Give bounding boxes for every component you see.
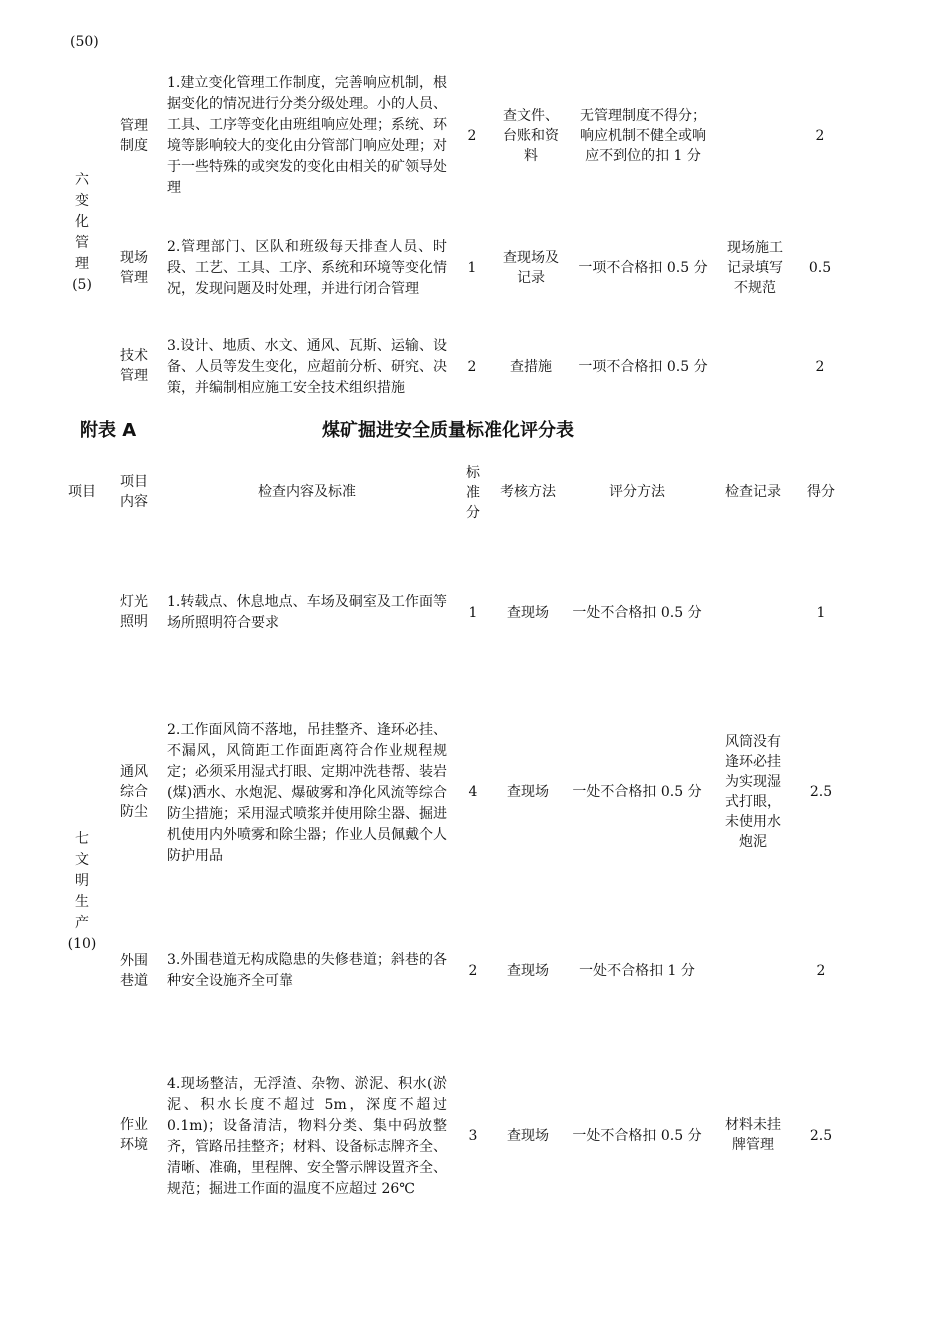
s7-row4-content: 4.现场整洁，无浮渣、杂物、淤泥、积水(淤泥、积水长度不超过 5m，深度不超过 0.1m)；设备清洁，物料分类、集中码放整齐，管路吊挂整齐；材料、设备标志牌齐全、清晰、准确，里程牌、安全警示牌设置齐全、规范；掘进工作面的温度不应超过 26℃ (167, 1076, 447, 1197)
s7-row1-record (718, 603, 788, 623)
s7-row4-score-method: 一处不合格扣 0.5 分 (572, 1128, 702, 1144)
s6-row1-method: 查文件、台账和资料 (503, 108, 559, 164)
s6-row3-item: 技术 管理 (120, 348, 148, 384)
s7-row4-std: 3 (468, 1128, 478, 1144)
section7-project-char: 七 (75, 831, 89, 847)
s6-row1-score: 2 (815, 128, 825, 144)
s6-row3-std: 2 (467, 359, 477, 375)
s6-row3-method: 查措施 (510, 359, 552, 375)
s6-row1-std: 2 (467, 128, 477, 144)
header-record: 检查记录 (725, 484, 781, 500)
section7-project-char: 文 (75, 852, 89, 868)
s6-row3-score: 2 (815, 359, 825, 375)
table-label: 附表 A (80, 420, 137, 441)
section7-project (66, 828, 98, 956)
header-project: 项目 (68, 484, 96, 500)
s7-row4-record: 材料未挂牌管理 (725, 1117, 781, 1153)
header-content: 检查内容及标准 (258, 484, 356, 500)
s6-row2-record: 现场施工记录填写不规范 (727, 240, 783, 296)
header-method: 考核方法 (500, 484, 556, 500)
s6-row2-std: 1 (467, 260, 477, 276)
s7-row2-std: 4 (468, 784, 478, 800)
s7-row2-method: 查现场 (507, 784, 549, 800)
s7-row3-score: 2 (816, 963, 826, 979)
s7-row2-item: 通风 综合 防尘 (120, 764, 148, 820)
section6-project-char: 六 (75, 172, 89, 188)
section7-project-char: (10) (67, 936, 97, 952)
s6-row1-item: 管理 制度 (120, 118, 148, 154)
s7-row3-method: 查现场 (507, 963, 549, 979)
section6-project (66, 170, 98, 296)
s7-row4-score: 2.5 (809, 1128, 833, 1144)
s7-row4-item: 作业 环境 (120, 1117, 148, 1153)
section7-project-char: 明 (75, 873, 89, 889)
s7-row2-record: 风筒没有逢环必挂为实现湿式打眼，未使用水炮泥 (725, 734, 781, 850)
s7-row1-score: 1 (816, 605, 826, 621)
s6-row1-score-method: 无管理制度不得分；响应机制不健全或响应不到位的扣 1 分 (580, 108, 706, 164)
s7-row1-score-method: 一处不合格扣 0.5 分 (572, 605, 702, 621)
s7-row1-content: 1.转载点、休息地点、车场及硐室及工作面等场所照明符合要求 (167, 594, 447, 631)
section6-project-char: 管 (75, 235, 89, 251)
s6-row3-score-method: 一项不合格扣 0.5 分 (578, 359, 708, 375)
s7-row2-content: 2.工作面风筒不落地，吊挂整齐、逢环必挂、不漏风，风筒距工作面距离符合作业规程规定；必须采用湿式打眼、定期冲洗巷帮、装岩(煤)洒水、水炮泥、爆破雾和净化风流等综合防尘措施；采用湿式喷浆并使用除尘器、掘进机使用内外喷雾和除尘器；作业人员佩戴个人防护用品 (167, 721, 447, 864)
s7-row4-method: 查现场 (507, 1128, 549, 1144)
s6-row1-content: 1.建立变化管理工作制度，完善响应机制，根据变化的情况进行分类分级处理。小的人员、工具、工序等变化由班组响应处理；系统、环境等影响较大的变化由分管部门响应处理；对于一些特殊的或突发的变化由相关的矿领导处理 (167, 75, 447, 196)
s7-row3-record (718, 961, 788, 981)
s7-row3-std: 2 (468, 963, 478, 979)
section7-project-char: 产 (75, 915, 89, 931)
header-item: 项目 内容 (120, 474, 148, 510)
header-score: 得分 (807, 484, 835, 500)
section6-project-char: 化 (75, 214, 89, 230)
s6-row1-record (722, 126, 786, 146)
s6-row2-method: 查现场及记录 (503, 250, 559, 286)
s7-row1-method: 查现场 (507, 605, 549, 621)
score-note: (50) (70, 34, 99, 50)
header-score-method: 评分方法 (609, 484, 665, 500)
s6-row2-content: 2.管理部门、区队和班级每天排查人员、时段、工艺、工具、工序、系统和环境等变化情况，发现问题及时处理，并进行闭合管理 (167, 238, 447, 297)
s7-row1-item: 灯光 照明 (120, 594, 148, 630)
s7-row3-score-method: 一处不合格扣 1 分 (579, 963, 695, 979)
s7-row2-score: 2.5 (809, 784, 833, 800)
s7-row3-content: 3.外围巷道无构成隐患的失修巷道；斜巷的各种安全设施齐全可靠 (167, 952, 447, 989)
s6-row2-item: 现场 管理 (120, 250, 148, 286)
section6-project-char: (5) (72, 277, 92, 293)
s6-row2-score: 0.5 (808, 260, 832, 276)
s6-row3-record (722, 357, 786, 377)
s6-row2-score-method: 一项不合格扣 0.5 分 (578, 260, 708, 276)
section7-project-char: 生 (75, 894, 89, 910)
section6-project-char: 变 (75, 193, 89, 209)
s7-row2-score-method: 一处不合格扣 0.5 分 (572, 784, 702, 800)
s6-row3-content: 3.设计、地质、水文、通风、瓦斯、运输、设备、人员等发生变化，应超前分析、研究、决策，并编制相应施工安全技术组织措施 (167, 337, 447, 396)
table-title: 煤矿掘进安全质量标准化评分表 (322, 420, 574, 441)
s7-row3-item: 外围 巷道 (120, 953, 148, 989)
section6-project-char: 理 (75, 256, 89, 272)
header-std: 标 准 分 (466, 465, 480, 521)
s7-row1-std: 1 (468, 605, 478, 621)
